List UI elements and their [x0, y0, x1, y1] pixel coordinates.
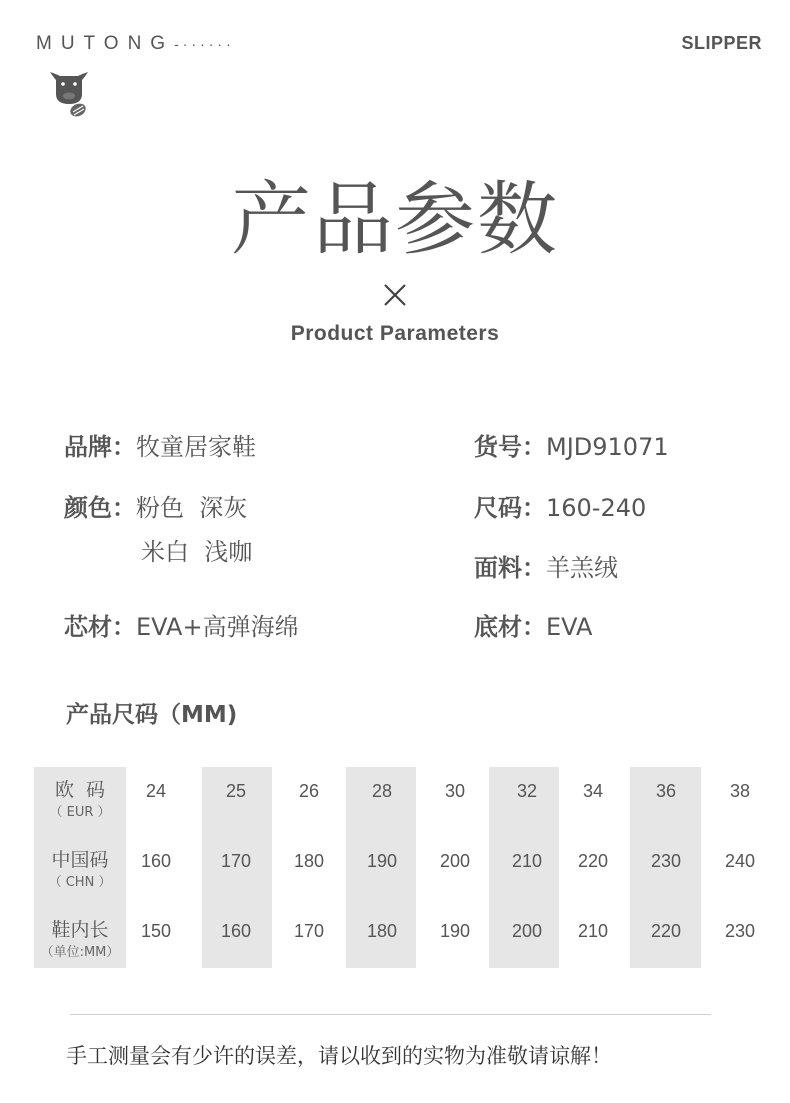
eur-size-cell: 32	[516, 781, 538, 801]
category-label: SLIPPER	[681, 33, 762, 53]
eur-size-cell: 30	[444, 781, 466, 801]
param-color-extra	[141, 532, 252, 567]
chn-size-cell: 220	[577, 851, 609, 871]
param-sole-value: EVA	[546, 613, 593, 641]
cross-icon	[383, 283, 407, 307]
param-brand-value: 牧童居家鞋	[136, 433, 256, 461]
param-core-key: 芯材：	[64, 613, 136, 641]
chn-size-cell: 200	[439, 851, 471, 871]
param-item-no	[474, 427, 669, 462]
page-subtitle: Product Parameters	[290, 322, 500, 345]
inner-length-cell: 160	[220, 921, 252, 941]
chn-size-cell: 180	[293, 851, 325, 871]
inner-length-cell: 150	[140, 921, 172, 941]
param-core-value: EVA+高弹海绵	[136, 613, 299, 641]
row-label-sub: （ EUR ）	[49, 805, 111, 820]
param-fabric	[474, 548, 618, 583]
param-item-no-key: 货号：	[474, 433, 546, 461]
size-table-title: 产品尺码（MM)	[66, 702, 238, 728]
row-label: 鞋内长	[51, 919, 109, 941]
page-title: 产品参数	[231, 173, 559, 266]
param-color	[64, 488, 247, 523]
row-label-sub: （单位:MM）	[40, 945, 120, 960]
param-color-key: 颜色：	[64, 494, 136, 522]
brand-suffix: -······	[174, 36, 235, 52]
eur-size-cell: 38	[729, 781, 751, 801]
eur-size-cell: 28	[371, 781, 393, 801]
eur-size-cell: 34	[582, 781, 604, 801]
param-brand	[64, 427, 256, 462]
brand-text: MUTONG	[36, 33, 175, 54]
param-core	[64, 607, 299, 642]
eur-size-cell: 26	[298, 781, 320, 801]
chn-size-cell: 240	[724, 851, 756, 871]
param-sole-key: 底材：	[474, 613, 546, 641]
row-label: 中国码	[51, 849, 109, 871]
param-size-key: 尺码：	[474, 494, 546, 522]
eur-size-cell: 25	[225, 781, 247, 801]
inner-length-cell: 230	[724, 921, 756, 941]
cow-head-icon	[46, 64, 92, 120]
param-brand-key: 品牌：	[64, 433, 136, 461]
divider	[70, 1014, 711, 1015]
param-fabric-key: 面料：	[474, 554, 546, 582]
eur-size-cell: 36	[655, 781, 677, 801]
chn-size-cell: 170	[220, 851, 252, 871]
param-size	[474, 488, 646, 523]
param-color-line2: 米白 浅咖	[141, 538, 253, 566]
inner-length-cell: 220	[650, 921, 682, 941]
inner-length-cell: 170	[293, 921, 325, 941]
inner-length-cell: 200	[511, 921, 543, 941]
chn-size-cell: 190	[366, 851, 398, 871]
param-size-value: 160-240	[546, 494, 647, 522]
param-fabric-value: 羊羔绒	[546, 554, 618, 582]
chn-size-cell: 160	[140, 851, 172, 871]
inner-length-cell: 190	[439, 921, 471, 941]
brand-name	[36, 33, 235, 55]
chn-size-cell: 230	[650, 851, 682, 871]
param-color-line1: 粉色 深灰	[136, 494, 248, 522]
param-item-no-value: MJD91071	[546, 433, 669, 461]
chn-size-cell: 210	[511, 851, 543, 871]
row-label-sub: （ CHN ）	[48, 875, 112, 890]
param-sole	[474, 607, 592, 642]
inner-length-cell: 210	[577, 921, 609, 941]
eur-size-cell: 24	[145, 781, 167, 801]
measurement-note: 手工测量会有少许的误差，请以收到的实物为准敬请谅解！	[66, 1044, 612, 1068]
size-table	[34, 767, 774, 968]
inner-length-cell: 180	[366, 921, 398, 941]
row-label: 欧 码	[54, 779, 106, 801]
